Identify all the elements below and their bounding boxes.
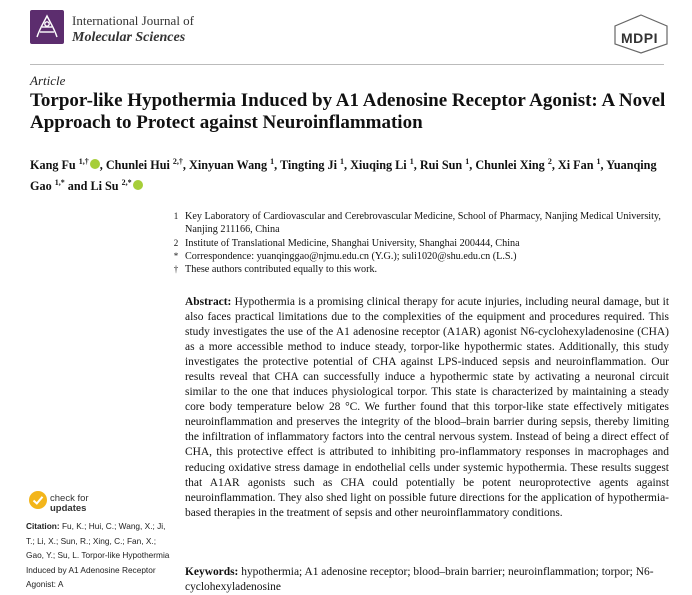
author-name: Li Su	[90, 179, 119, 194]
author-name: Rui Sun	[419, 158, 463, 173]
equal-contribution-note	[173, 263, 665, 276]
keywords-text: hypothermia; A1 adenosine receptor; blood–brain barrier; neuroinflammation; torpor; N6-cyclohexyladenosine	[185, 566, 654, 593]
affiliation-marker: *	[173, 251, 179, 261]
publisher-logo-text: MDPI	[621, 30, 658, 46]
author-affiliation-marker: 1	[465, 157, 470, 166]
author	[420, 158, 469, 172]
paper-title: Torpor-like Hypothermia Induced by A1 Adenosine Receptor Agonist: A Novel Approach to Protect against Neuroinflammation	[30, 90, 666, 133]
author-affiliation-marker: 2,†	[172, 157, 183, 166]
author	[280, 158, 344, 172]
abstract	[185, 295, 669, 521]
affiliation-marker: 1	[173, 211, 179, 221]
author-name: Chunlei Hui	[105, 158, 170, 173]
affiliation-1	[173, 210, 665, 237]
author-affiliation-marker: 1	[270, 157, 275, 166]
author-affiliation-marker: 1	[596, 157, 601, 166]
author-affiliation-marker: 2	[547, 157, 552, 166]
author	[106, 158, 183, 172]
check-for-updates-line1[interactable]: check for	[50, 493, 89, 504]
journal-name-line1: International Journal of	[72, 13, 195, 28]
author	[90, 179, 142, 193]
correspondence	[173, 250, 665, 263]
citation-text: Fu, K.; Hui, C.; Wang, X.; Ji, T.; Li, X.; Sun, R.; Xing, C.; Fan, X.; Gao, Y.; Su, L. Torpor-like Hypothermia Induced by A1 Adenosine Receptor Agonist: A	[26, 521, 170, 589]
author-affiliation-marker: 1,*	[54, 178, 65, 188]
abstract-label: Abstract:	[185, 296, 232, 308]
correspondence-text: Correspondence: yuanqinggao@njmu.edu.cn (Y.G.); suli1020@shu.edu.cn (L.S.)	[185, 251, 517, 262]
author-name: Xinyuan Wang	[189, 158, 268, 173]
author	[189, 158, 274, 172]
affiliation-marker: †	[173, 264, 179, 274]
check-for-updates-icon	[28, 490, 48, 510]
orcid-icon[interactable]	[133, 180, 143, 190]
author	[350, 158, 414, 172]
journal-logo	[30, 10, 64, 44]
keywords	[185, 565, 669, 595]
abstract-text: Hypothermia is a promising clinical therapy for acute injuries, including neural damage, but it also faces practical limitations due to the complexities of the equipment and procedures required. This study investigates the use of the A1 adenosine receptor (A1AR) agonist N6-cyclohexyladenosine (CHA) as a more accessible method to induce steady, torpor-like hypothermic states. Additionally, this study investigates the protective potential of CHA against LPS-induced sepsis and neuroinflammation. Our results reveal that CHA can successfully induce a hypothermic state by activating a neuronal circuit similar to the one that induces physiological torpor. This state is characterized by maintaining a steady core body temperature below 28 °C. We further found that this torpor-like state effectively mitigates neuroinflammation and preserves the integrity of the blood–brain barrier during sepsis, thereby limiting the infiltration of inflammatory factors into the central nervous system. Instead of being a direct effect of CHA, this protective effect is attributed to inhibiting pro-inflammatory responses in macrophages and reducing oxidative stress damage in endothelial cells under systemic hypothermia. These results suggest that A1AR agonists such as CHA could potentially be potent neuroprotective agents against neuroinflammation. They also shed light on possible future directions for the application of hypothermia-based therapies in the treatment of sepsis and other neuroinflammatory conditions.	[185, 296, 670, 519]
journal-name-line2: Molecular Sciences	[72, 30, 186, 45]
author	[475, 158, 551, 172]
author-affiliation-marker: 1	[340, 157, 345, 166]
affiliation-text: Institute of Translational Medicine, Shanghai University, Shanghai 200444, China	[185, 238, 520, 249]
affiliation-2	[173, 237, 665, 250]
author-name: Tingting Ji	[279, 158, 337, 173]
author-affiliation-marker: 1	[409, 157, 414, 166]
author-list: Kang Fu $^{1,\dagger}$ , Chunlei Hui $^{2,\dagger}$, Xinyuan Wang $^1$, Tingting Ji $^1$, Xiuqing Li $^1$, Rui Sun $^1$, Chunlei Xing $^2$, Xi Fan $^1$, Yuanqing Gao $^{1,*}$ and Li Su $^{2,*}$	[30, 157, 657, 194]
author-name: Yuanqing Gao	[30, 158, 657, 194]
orcid-icon[interactable]	[90, 159, 100, 169]
check-for-updates-line2[interactable]: updates	[50, 503, 87, 514]
author-name: Xiuqing Li	[350, 158, 407, 173]
author	[30, 158, 100, 172]
article-type: Article	[30, 73, 66, 88]
author-name: Chunlei Xing	[475, 158, 545, 173]
author-affiliation-marker: 1,†	[78, 157, 89, 166]
author-name: Kang Fu	[30, 158, 76, 173]
author	[558, 158, 601, 172]
keywords-label: Keywords:	[185, 566, 239, 578]
citation-label: Citation:	[26, 521, 60, 531]
citation	[26, 519, 176, 592]
author-affiliation-marker: 2,*	[121, 178, 132, 188]
journal-logo-icon	[30, 10, 64, 44]
equal-contribution-text: These authors contributed equally to this work.	[185, 264, 378, 275]
affiliation-text: Key Laboratory of Cardiovascular and Cerebrovascular Medicine, School of Pharmacy, Nanjing Medical University, Nanjing 211166, China	[185, 211, 661, 236]
header-divider	[30, 64, 664, 65]
affiliation-marker: 2	[173, 238, 179, 248]
author-name: Xi Fan	[557, 158, 594, 173]
